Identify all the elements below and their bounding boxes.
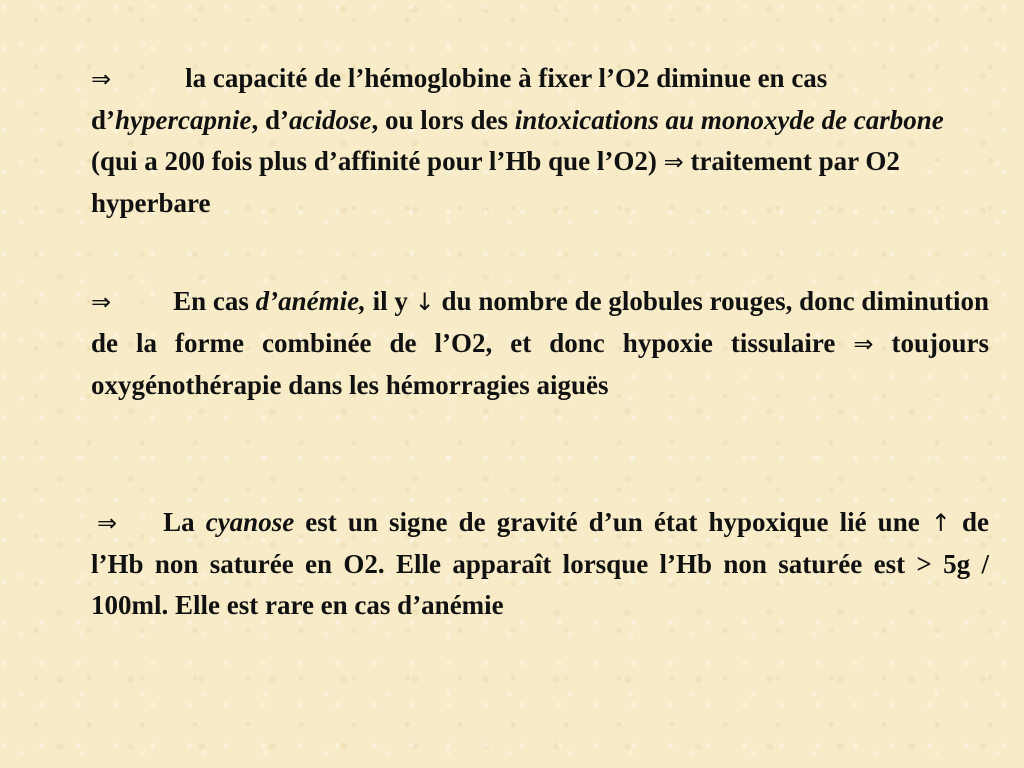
- text-segment: la capacité de l’hémoglobine à fixer l’O2 diminue en cas d’: [91, 63, 828, 135]
- paragraph-cyanose: [91, 502, 989, 626]
- text-segment: du nombre de globules rouges, donc diminution de la forme combinée de l’O2, et donc hypoxie tissulaire: [91, 286, 989, 358]
- text-segment: de l’Hb non saturée en O2. Elle apparaît lorsque l’Hb non saturée est > 5g / 100ml. Elle est rare en cas d’anémie: [91, 507, 990, 620]
- paragraph-anemia: [91, 281, 989, 406]
- implies-arrow-icon: ⇒: [663, 148, 684, 176]
- term-acidose: acidose: [289, 105, 372, 135]
- text-segment: , ou lors des: [371, 105, 515, 135]
- text-segment: (qui a 200 fois plus d’affinité pour l’Hb que l’O2): [91, 146, 664, 176]
- down-arrow-icon: ↓: [414, 288, 435, 316]
- text-segment: traitement par O2 hyperbare: [91, 146, 900, 218]
- term-anemie: d’anémie,: [255, 286, 366, 316]
- term-cyanose: cyanose: [205, 507, 295, 537]
- implies-arrow-icon: ⇒: [91, 65, 112, 93]
- text-segment: toujours oxygénothérapie dans les hémorragies aiguës: [91, 328, 989, 400]
- implies-arrow-icon: ⇒: [97, 509, 118, 537]
- implies-arrow-icon: ⇒: [853, 330, 874, 358]
- text-segment: est un signe de gravité d’un état hypoxique lié une: [294, 507, 931, 537]
- paragraph-hemoglobin-capacity: [91, 58, 989, 224]
- text-segment: La: [163, 507, 206, 537]
- implies-arrow-icon: ⇒: [91, 288, 112, 316]
- term-intoxications: intoxications au monoxyde de carbone: [514, 105, 944, 135]
- text-segment: En cas: [173, 286, 256, 316]
- term-hypercapnie: hypercapnie: [115, 105, 252, 135]
- up-arrow-icon: ↑: [930, 509, 951, 537]
- text-segment: il y: [365, 286, 415, 316]
- text-segment: , d’: [251, 105, 290, 135]
